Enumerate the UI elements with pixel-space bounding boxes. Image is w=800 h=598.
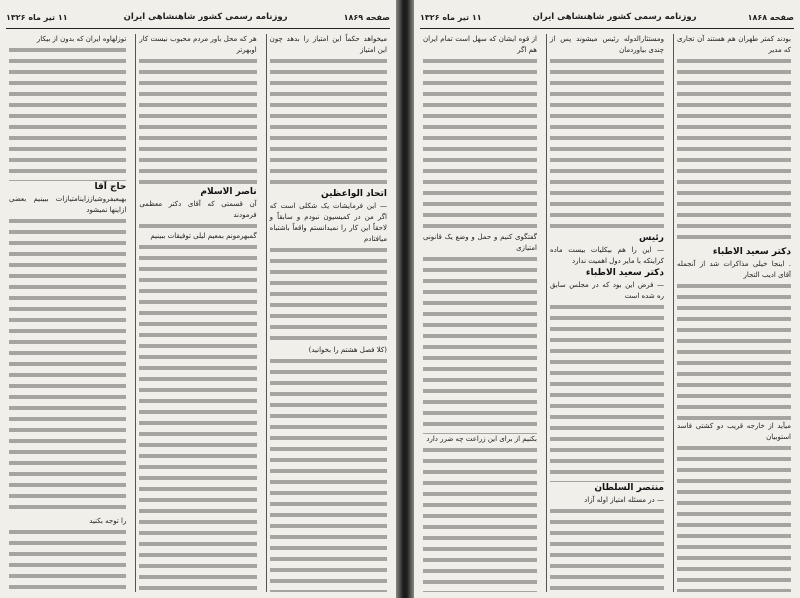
column-text: — این را هم بیکلیات بیست ماده کراینکه با مایر دول اهمیت ندارد	[550, 246, 664, 265]
page-number: صفحه ۱۸۶۹	[343, 12, 390, 22]
body-text-lines	[270, 56, 387, 188]
column-right	[673, 34, 794, 592]
speaker-heading: رئیس	[639, 233, 664, 243]
column-middle	[135, 34, 259, 592]
column-text: هر که محل باور مردم محبوب نیست کار اوبهرتر	[139, 35, 257, 54]
body-text-lines	[550, 56, 664, 232]
column-text: — این فرمایشات یک شکلی است که اگر من در کمیسیون نبودم و سابقاً و لاحقاً این کار را نمیدانستم واقعاً باشتباه میافتادم	[269, 202, 387, 243]
column-text: (کلا فصل هشتم را بخوانید)	[308, 346, 387, 354]
column-text: گمبهرمونم بمعیم لیلی توفیقات ببینیم	[150, 232, 257, 240]
column-middle	[546, 34, 667, 592]
body-text-lines	[550, 506, 664, 592]
page-number: صفحه ۱۸۶۸	[747, 12, 794, 22]
speaker-heading: ناصر الاسلام	[200, 187, 257, 197]
speaker-heading: دکتر سعید الاطباء	[585, 268, 664, 278]
column-text: را توجه بکنید	[89, 517, 127, 525]
column-text: توزلهاوه ایران که بدون از بیکار	[36, 35, 127, 43]
column-left	[420, 34, 540, 592]
right-newspaper-page	[414, 0, 800, 598]
page-header	[420, 6, 794, 29]
column-left	[6, 34, 129, 592]
body-text-lines	[423, 56, 537, 232]
body-text-lines	[9, 527, 126, 592]
body-text-lines	[270, 245, 387, 345]
body-text-lines	[270, 356, 387, 592]
column-text: میخواهد حکماً این امتیاز را بدهد چون این امتیاز	[269, 35, 387, 54]
issue-date: ۱۱ تیر ماه ۱۳۲۶	[6, 12, 68, 22]
body-text-lines	[9, 216, 126, 516]
column-right	[266, 34, 390, 592]
issue-date: ۱۱ تیر ماه ۱۳۲۶	[420, 12, 482, 22]
page-gutter	[396, 0, 414, 598]
column-text: . اینجا خیلی مذاکرات شد از آنجمله آقای ادیب التجار	[677, 260, 791, 279]
body-text-lines	[677, 56, 791, 246]
column-text: ومستثارالدوله رئیس میشوند پس از چندی بیاوردمان	[550, 35, 664, 54]
column-text: از قوه ایشان که سهل است تمام ایران هم اگر	[423, 35, 537, 54]
column-text: — فرض این بود که در مجلس سابق ره شده است	[550, 281, 664, 300]
body-text-lines	[677, 443, 791, 592]
column-text: گفتگوی کنیم و حمل و وضع یک قانونی امتیازی	[423, 233, 537, 252]
left-newspaper-page	[0, 0, 396, 598]
speaker-heading: دکتر سعید الاطباء	[712, 247, 791, 257]
body-text-lines	[139, 242, 256, 592]
speaker-heading: منتصر السلطان	[594, 483, 664, 493]
body-text-lines	[423, 254, 537, 434]
body-text-lines	[550, 302, 664, 482]
column-text: — در مسئله امتیاز اوله آزاد	[584, 496, 664, 504]
newspaper-title: روزنامه رسمی کشور شاهنشاهی ایران	[532, 12, 697, 22]
column-text: بکنیم از برای این زراعت چه ضرر دارد	[426, 435, 537, 443]
column-text: میآید از خارجه قریب دو کشتی فاسد استوبیان	[677, 422, 791, 441]
column-text: بودند کمتر طهران هم هستند آن تجاری که مدیر	[677, 35, 791, 54]
speaker-heading: حاج آقا	[94, 182, 127, 192]
page-header	[6, 6, 390, 29]
body-text-lines	[9, 45, 126, 181]
newspaper-title: روزنامه رسمی کشور شاهنشاهی ایران	[123, 12, 288, 22]
body-text-lines	[139, 221, 256, 231]
column-text: بهبعبفروشیاززاینامتیازات ببینیم بعضی ازاینها نمیشود	[9, 195, 127, 214]
speaker-heading: اتحاد الواعظین	[321, 189, 387, 199]
column-text: آن قسمتی که آقای دکتر معظمی فرمودند	[139, 200, 257, 219]
body-text-lines	[423, 445, 537, 592]
body-text-lines	[139, 56, 256, 186]
body-text-lines	[677, 281, 791, 421]
